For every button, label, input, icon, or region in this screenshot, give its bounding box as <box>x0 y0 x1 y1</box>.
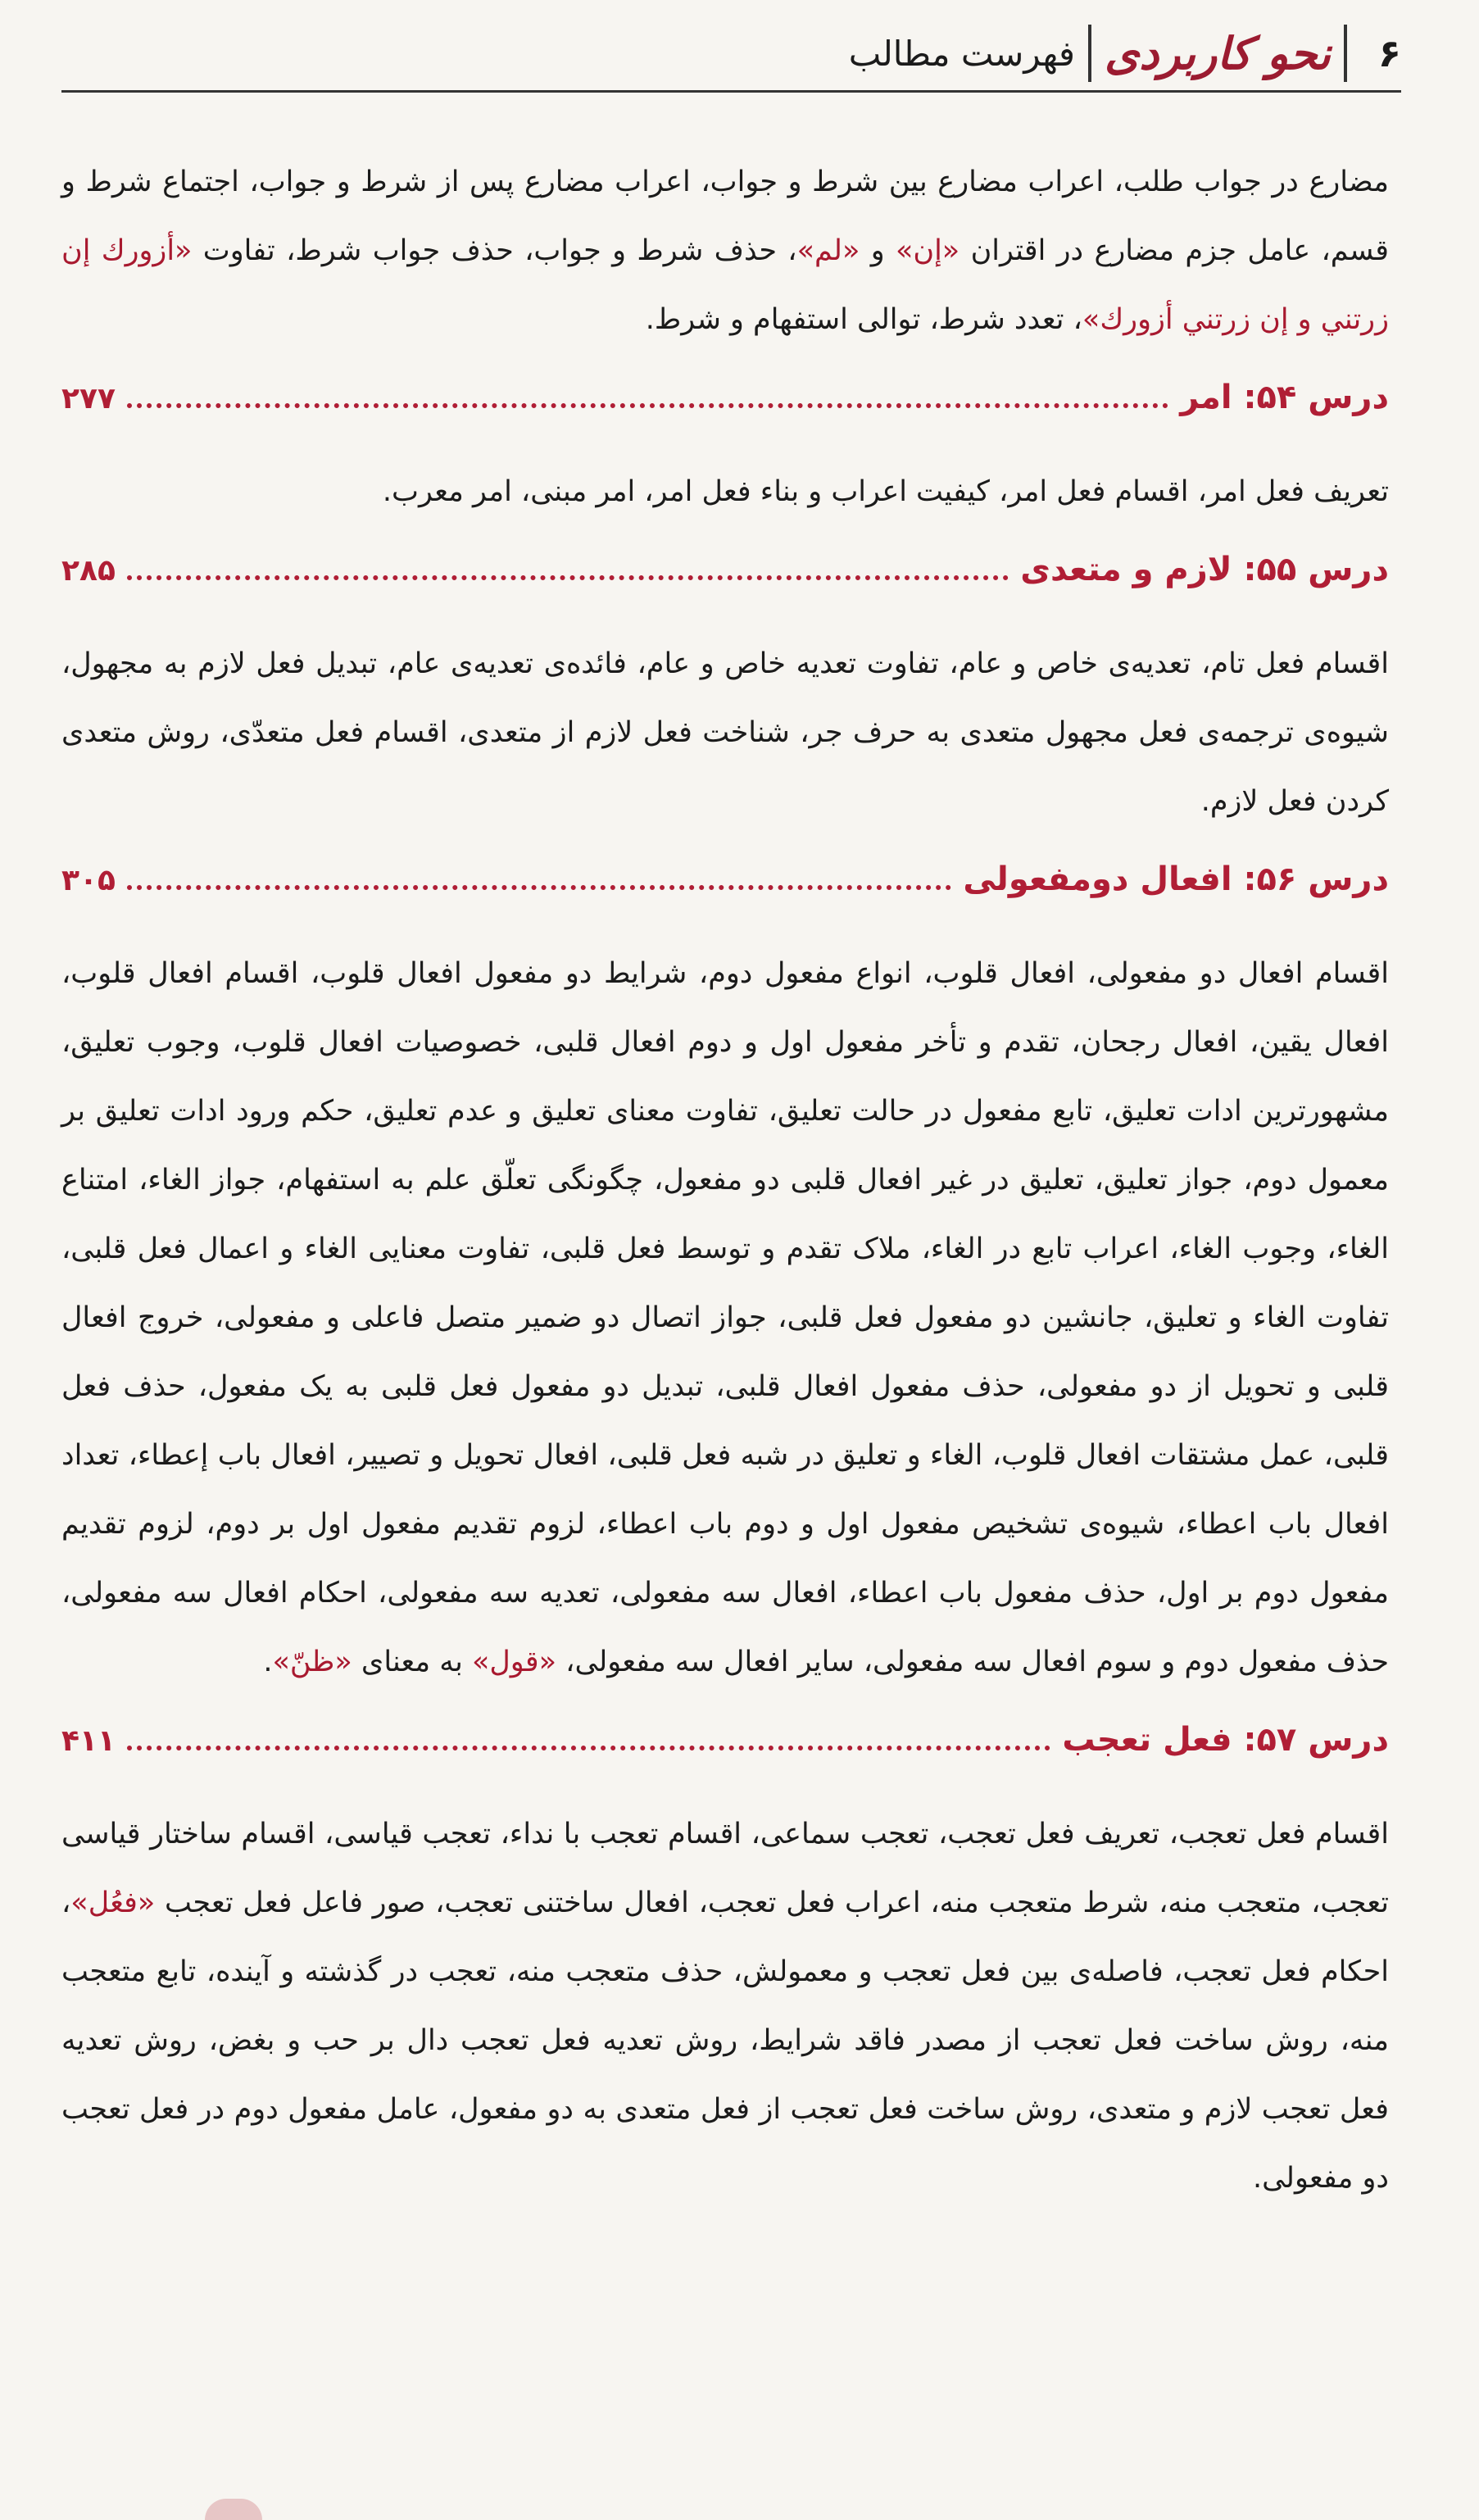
qawl-word: «قول» <box>471 1646 557 1678</box>
lesson-56-heading[interactable] <box>61 860 1389 939</box>
lesson-57-heading[interactable] <box>61 1721 1389 1800</box>
lesson-page-number: ۲۷۷ <box>61 382 116 415</box>
page-number: ۶ <box>1377 31 1401 75</box>
book-logo: نحو کاربردی <box>1104 27 1331 79</box>
lesson-title: درس ۵۶: افعال دومفعولی <box>963 860 1389 898</box>
lesson-title: درس ۵۴: امر <box>1180 379 1389 416</box>
toc-content <box>61 148 1389 2213</box>
leader-dots <box>127 860 951 890</box>
lesson-54-body: تعریف فعل امر، اقسام فعل امر، کیفیت اعراب و بناء فعل امر، امر مبنی، امر معرب. <box>382 475 1389 508</box>
lesson-54-heading[interactable] <box>61 379 1389 457</box>
lesson-55-heading[interactable] <box>61 551 1389 629</box>
intro-paragraph: مضارع در جواب طلب، اعراب مضارع بین شرط و جواب، اعراب مضارع پس از شرط و جواب، اجتماع شرط و قسم، عامل جزم مضارع در اقتران «إن» و «لم»، حذف شرط و جواب، حذف جواب شرط، تفاوت «أزورك إن زرتني و إن زرتني أزورك»، تعدد شرط، توالی استفهام و شرط. <box>61 166 1389 336</box>
lesson-57-body: اقسام فعل تعجب، تعریف فعل تعجب، تعجب سماعی، اقسام تعجب با نداء، تعجب قیاسی، اقسام ساختار قیاسی تعجب، متعجب منه، شرط متعجب منه، اعراب فعل تعجب، افعال ساختنی تعجب، صور فاعل فعل تعجب «فعُل»، احکام فعل تعجب، فاصله‌ی بین فعل تعجب و معمولش، حذف متعجب منه، تعجب در گذشته و آینده، تابع متعجب منه، روش ساخت فعل تعجب از مصدر فاقد شرایط، روش تعدیه فعل تعجب دال بر حب و بغض، روش تعدیه فعل تعجب لازم و متعدی، روش ساخت فعل تعجب از فعل متعدی به دو مفعول، عامل مفعول دوم در فعل تعجب دو مفعولی. <box>61 1818 1389 2195</box>
lesson-page-number: ۲۸۵ <box>61 554 116 588</box>
leader-dots <box>127 551 1009 580</box>
header-separator-2 <box>1088 25 1091 82</box>
lesson-page-number: ۳۰۵ <box>61 864 116 897</box>
lesson-55-body: اقسام فعل تام، تعدیه‌ی خاص و عام، تفاوت تعدیه خاص و عام، فائده‌ی تعدیه‌ی عام، تبدیل فعل لازم به مجهول، شیوه‌ی ترجمه‌ی فعل مجهول متعدی به حرف جر، شناخت فعل لازم از متعدی، اقسام فعل متعدّی، روش متعدی کردن فعل لازم. <box>61 647 1389 818</box>
fa-ul-word: «فعُل» <box>70 1887 156 1919</box>
quote-phrase: «أزورك إن زرتني و إن زرتني أزورك» <box>61 234 1389 336</box>
page-edge-mark <box>205 2499 262 2520</box>
page-header <box>61 16 1401 93</box>
zann-word: «ظنّ» <box>272 1646 352 1678</box>
lesson-title: درس ۵۵: لازم و متعدی <box>1020 551 1389 588</box>
header-separator <box>1344 25 1347 82</box>
leader-dots <box>127 379 1168 408</box>
lam-word: «لم» <box>796 234 860 267</box>
lesson-56-body: اقسام افعال دو مفعولی، افعال قلوب، انواع مفعول دوم، شرایط دو مفعول افعال قلوب، اقسام افعال قلوب، افعال یقین، افعال رجحان، تقدم و تأخر مفعول اول و دوم افعال قلبی، خصوصیات افعال قلوب، وجوب تعلیق، مشهورترین ادات تعلیق، تابع مفعول در حالت تعلیق، تفاوت معنای تعلیق و عدم تعلیق، حکم ورود ادات تعلیق بر معمول دوم، جواز تعلیق، تعلیق در غیر افعال قلبی دو مفعول، چگونگی تعلّق علم به استفهام، جواز الغاء، امتناع الغاء، وجوب الغاء، اعراب تابع در الغاء، ملاک تقدم و توسط فعل قلبی، تفاوت معنایی الغاء و اعمال فعل قلبی، تفاوت الغاء و تعلیق، جانشین دو مفعول فعل قلبی، جواز اتصال دو ضمیر متصل فاعلی و مفعولی، خروج افعال قلبی و تحویل از دو مفعولی، حذف مفعول افعال قلبی، تبدیل دو مفعول فعل قلبی به یک مفعول، حذف فعل قلبی، عمل مشتقات افعال قلوب، الغاء و تعلیق در شبه فعل قلبی، افعال تحویل و تصییر، افعال باب إعطاء، تعداد افعال باب اعطاء، شیوه‌ی تشخیص مفعول اول و دوم باب اعطاء، لزوم تقدیم مفعول اول بر دوم، لزوم تقدیم مفعول دوم بر اول، حذف مفعول باب اعطاء، افعال سه مفعولی، تعدیه سه مفعولی، احکام افعال سه مفعولی، حذف مفعول دوم و سوم افعال سه مفعولی، سایر افعال سه مفعولی، «قول» به معنای «ظنّ». <box>61 957 1389 1678</box>
header-title: فهرست مطالب <box>848 33 1075 74</box>
in-word: «إن» <box>895 234 960 267</box>
lesson-title: درس ۵۷: فعل تعجب <box>1062 1721 1389 1759</box>
leader-dots <box>127 1721 1050 1750</box>
lesson-page-number: ۴۱۱ <box>61 1724 116 1758</box>
